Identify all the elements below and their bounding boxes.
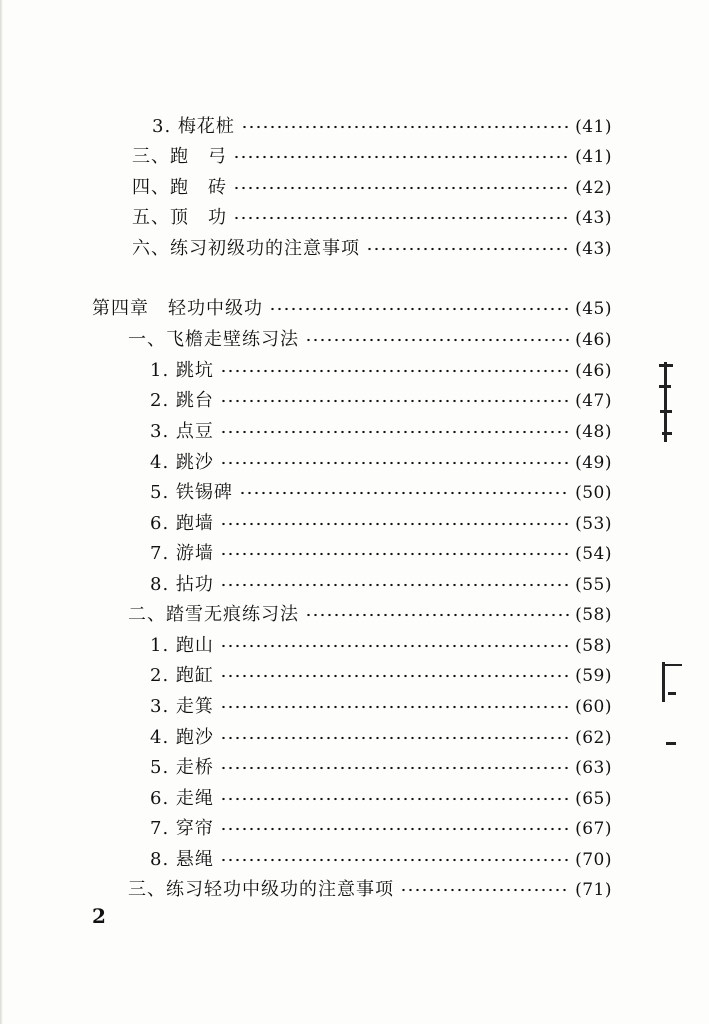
toc-entry-title: 7. 游墙 [150,543,214,564]
dot-leader [366,247,569,251]
toc-entry[interactable] [150,452,612,474]
dot-leader [220,399,569,403]
toc-entry-page: (46) [575,361,612,381]
toc-entry-title: 四、跑 砖 [132,177,227,198]
toc-entry[interactable] [150,727,612,749]
toc-entry[interactable] [132,146,612,168]
toc-section-entry[interactable] [128,604,612,626]
toc-entry[interactable] [150,421,612,443]
toc-entry-title: 3. 梅花桩 [152,116,235,137]
dot-leader [305,613,569,617]
toc-entry-title: 5. 走桥 [150,757,214,778]
toc-entry[interactable] [150,513,612,535]
toc-entry-page: (42) [575,178,612,198]
dot-leader [233,186,569,190]
dot-leader [233,155,569,159]
toc-entry-page: (41) [575,147,612,167]
toc-chapter-title: 第四章 轻功中级功 [92,298,263,319]
toc-entry[interactable] [150,482,612,504]
toc-entry[interactable] [150,696,612,718]
toc-entry-page: (59) [575,666,612,686]
toc-entry-page: (58) [575,636,612,656]
toc-entry[interactable] [150,788,612,810]
toc-entry-page: (46) [575,330,612,350]
toc-entry-title: 二、踏雪无痕练习法 [128,604,299,625]
toc-entry-page: (63) [575,758,612,778]
toc-entry[interactable] [150,757,612,779]
scan-edge [0,0,3,1024]
toc-entry-page: (67) [575,819,612,839]
toc-section-entry[interactable] [128,329,612,351]
toc-entry-page: (60) [575,697,612,717]
toc-entry[interactable] [152,116,612,138]
toc-entry-page: (55) [575,575,612,595]
toc-entry-title: 五、顶 功 [132,207,227,228]
toc-entry[interactable] [132,177,612,199]
dot-leader [220,797,569,801]
toc-entry-title: 六、练习初级功的注意事项 [132,238,360,259]
toc-entry-title: 5. 铁锡碑 [150,482,233,503]
toc-entry[interactable] [150,635,612,657]
dot-leader [305,338,569,342]
dot-leader [220,522,569,526]
toc-entry-title: 2. 跑缸 [150,665,214,686]
toc-entry-page: (62) [575,728,612,748]
toc-entry-page: (45) [575,299,612,319]
toc-entry[interactable] [132,207,612,229]
toc-entry-page: (43) [575,208,612,228]
toc-entry[interactable] [150,849,612,871]
dot-leader [220,705,569,709]
dot-leader [233,216,569,220]
toc-entry-page: (50) [575,483,612,503]
toc-entry-page: (71) [575,880,612,900]
toc-entry-title: 6. 走绳 [150,788,214,809]
toc-entry-title: 1. 跑山 [150,635,214,656]
dot-leader [220,552,569,556]
dot-leader [241,125,569,129]
toc-entry-page: (65) [575,789,612,809]
dot-leader [220,644,569,648]
toc-entry-page: (41) [575,117,612,137]
dot-leader [220,736,569,740]
toc-entry-title: 7. 穿帘 [150,818,214,839]
toc-section-entry[interactable] [128,879,612,901]
toc-entry[interactable] [150,543,612,565]
toc-entry-title: 8. 悬绳 [150,849,214,870]
dot-leader [220,369,569,373]
dot-leader [220,461,569,465]
toc-entry[interactable] [132,238,612,260]
toc-entry-title: 3. 点豆 [150,421,214,442]
toc-chapter-entry[interactable] [92,298,612,320]
toc-entry-page: (58) [575,605,612,625]
toc-entry-title: 一、飞檐走壁练习法 [128,329,299,350]
toc-entry-page: (49) [575,453,612,473]
page-number: 2 [92,904,106,928]
toc-entry-title: 三、练习轻功中级功的注意事项 [128,879,394,900]
toc-entry-title: 三、跑 弓 [132,146,227,167]
toc-entry-page: (47) [575,391,612,411]
toc-entry-title: 8. 拈功 [150,574,214,595]
toc-entry-title: 1. 跳坑 [150,360,214,381]
toc-entry-page: (48) [575,422,612,442]
toc-entry-title: 6. 跑墙 [150,513,214,534]
dot-leader [269,307,569,311]
toc-entry[interactable] [150,360,612,382]
dot-leader [220,827,569,831]
toc-entry-page: (53) [575,514,612,534]
toc-entry-title: 2. 跳台 [150,390,214,411]
toc-entry[interactable] [150,665,612,687]
toc-entry-page: (70) [575,850,612,870]
dot-leader [220,583,569,587]
toc-entry-title: 3. 走箕 [150,696,214,717]
dot-leader [400,888,569,892]
toc-entry-page: (43) [575,239,612,259]
toc-entry[interactable] [150,818,612,840]
dot-leader [239,491,569,495]
dot-leader [220,858,569,862]
toc-entry-title: 4. 跳沙 [150,452,214,473]
toc-entry-title: 4. 跑沙 [150,727,214,748]
dot-leader [220,766,569,770]
toc-entry-page: (54) [575,544,612,564]
dot-leader [220,674,569,678]
dot-leader [220,430,569,434]
toc-entry[interactable] [150,390,612,412]
toc-entry[interactable] [150,574,612,596]
